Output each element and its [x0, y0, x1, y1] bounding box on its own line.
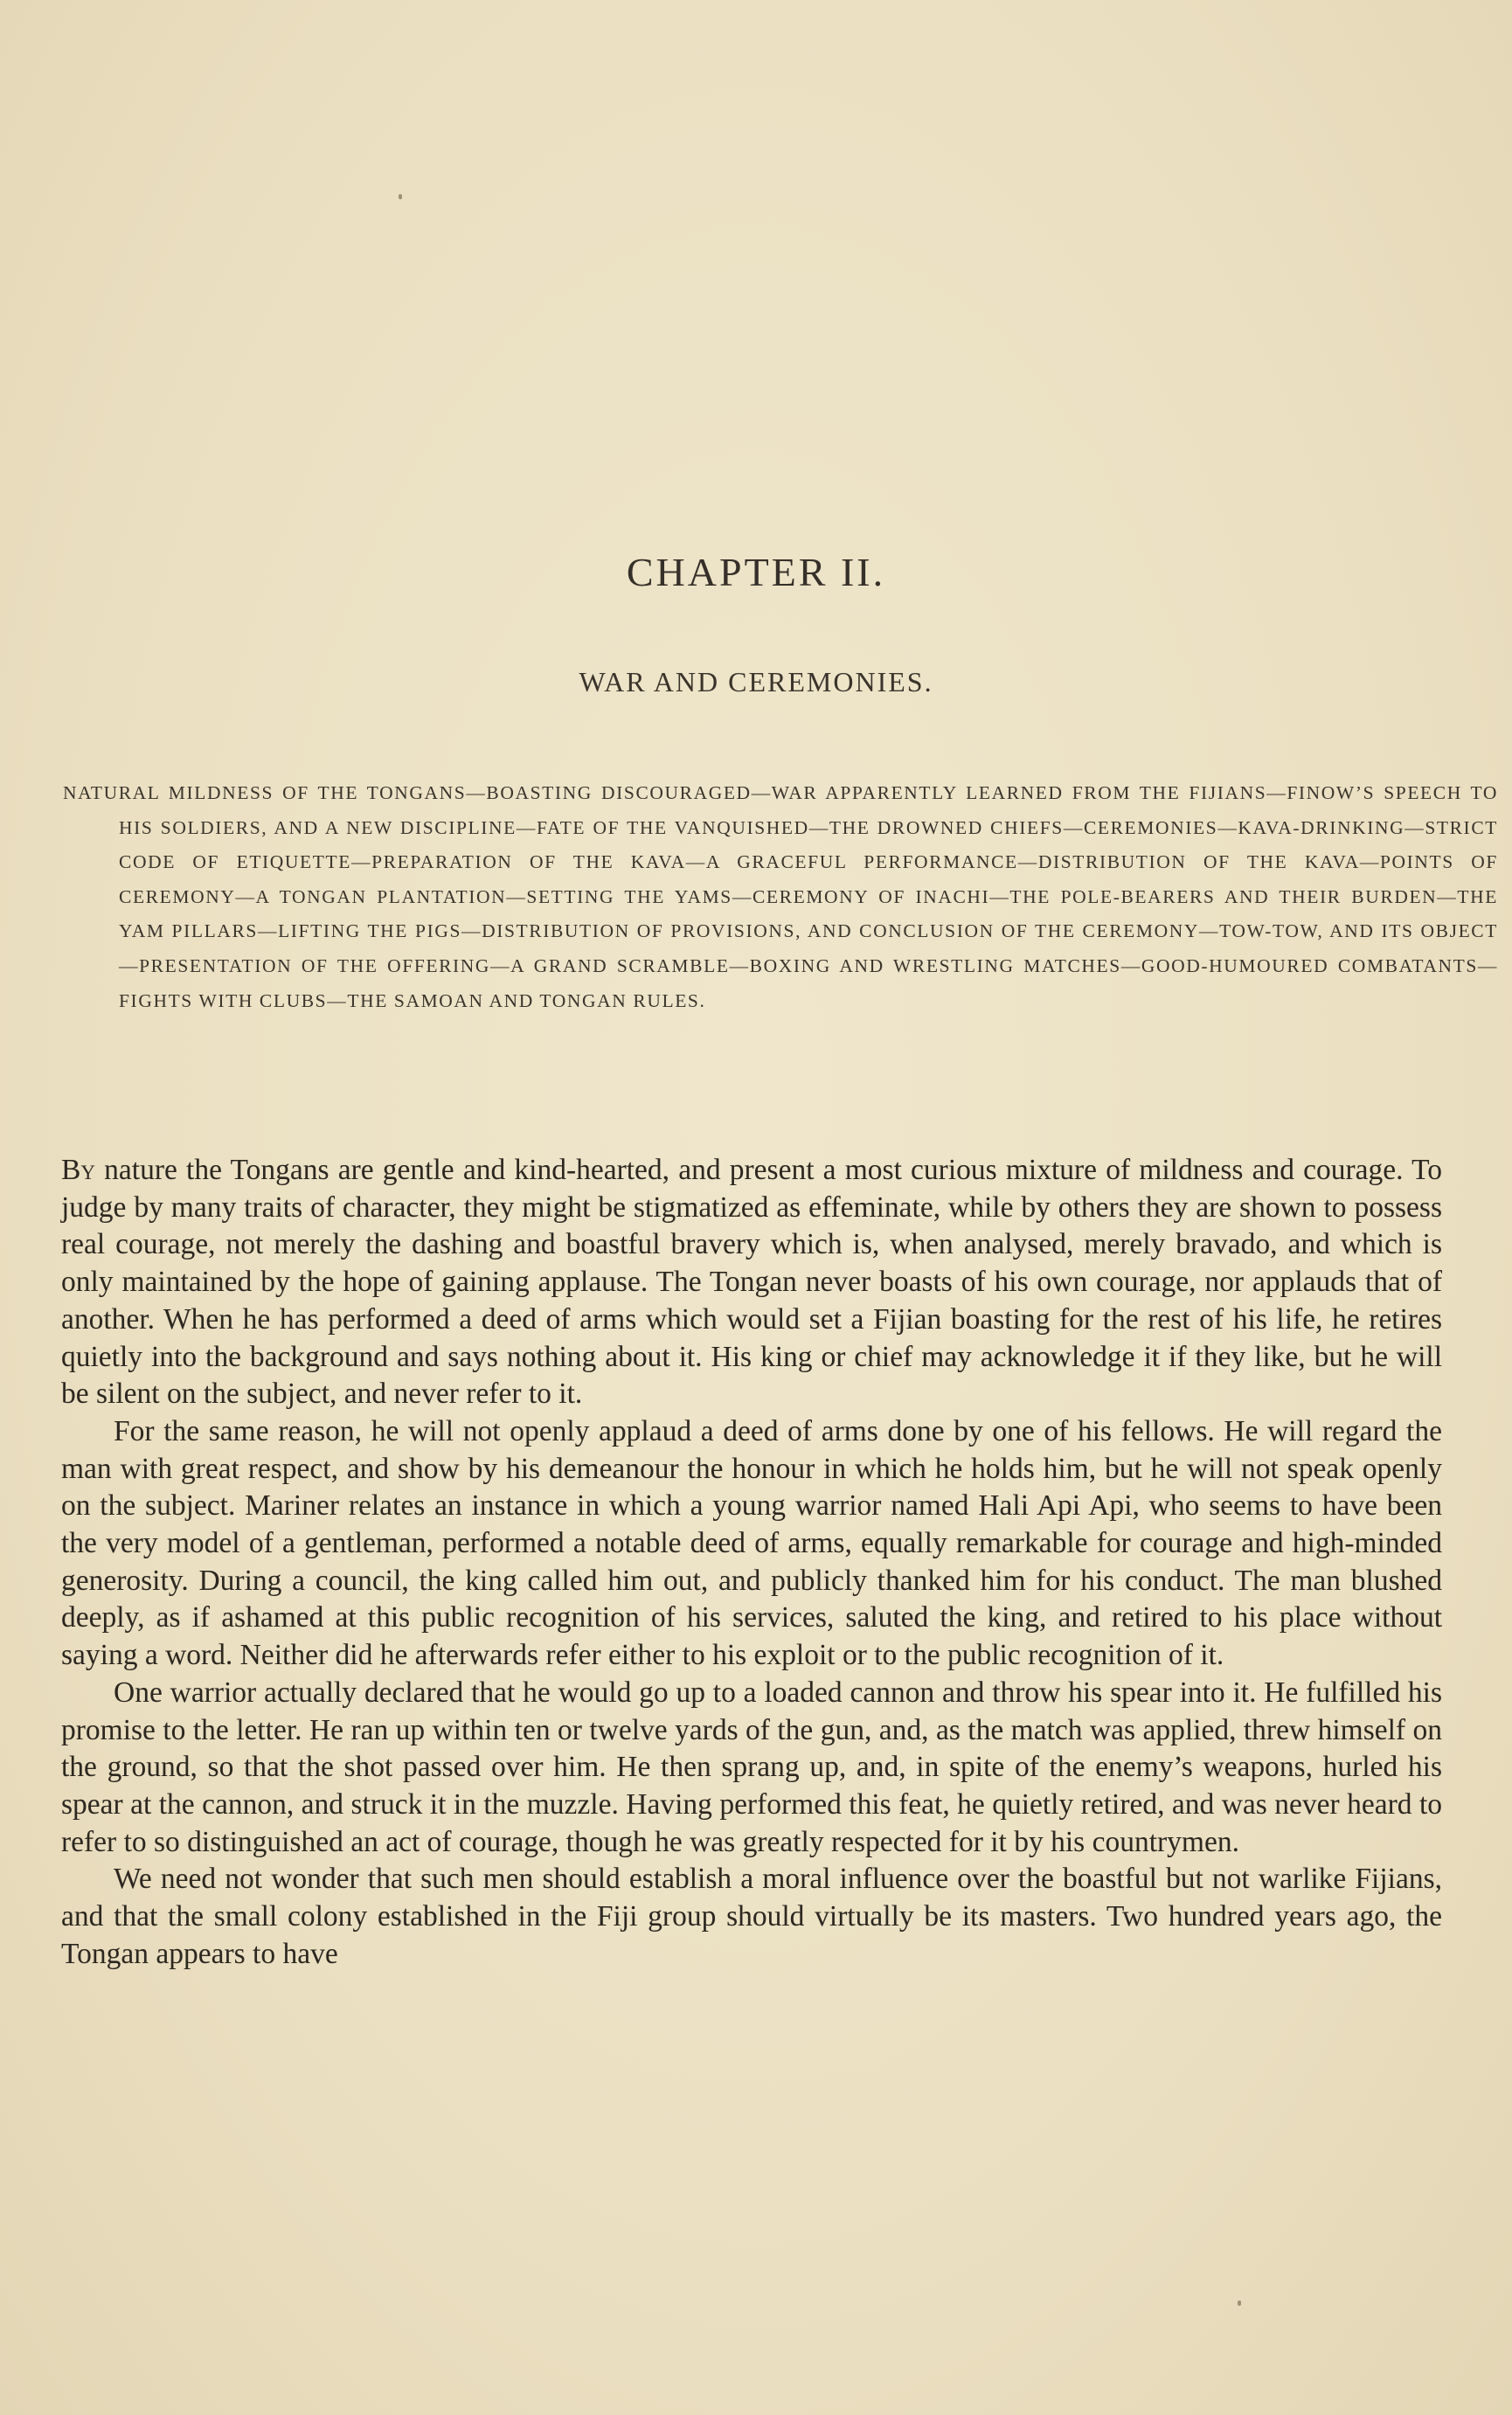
chapter-subtitle: WAR AND CEREMONIES.: [579, 666, 933, 697]
paragraph: One warrior actually declared that he would go up to a loaded cannon and throw his spear into it. He fulfilled his promise to the letter. He ran up within ten or twelve yards of the gun, and, as the match was applied, threw himself on the ground, so that the shot passed over him. He then sprang up, and, in spite of the enemy’s weapons, hurled his spear at the cannon, and struck it in the muzzle. Having performed this feat, he quietly retired, and was never heard to refer to so distinguished an act of courage, though he was greatly respected for it by his countrymen.: [61, 1676, 1442, 1858]
body-text: [61, 1152, 1442, 1973]
chapter-synopsis: NATURAL MILDNESS OF THE TONGANS—BOASTING DISCOURAGED—WAR APPARENTLY LEARNED FROM THE FIJIANS—FINOW’S SPEECH TO HIS SOLDIERS, AND A NEW DISCIPLINE—FATE OF THE VANQUISHED—THE DROWNED CHIEFS—CEREMONIES—KAVA-DRINKING—STRICT CODE OF ETIQUETTE—PREPARATION OF THE KAVA—A GRACEFUL PERFORMANCE—DISTRIBUTION OF THE KAVA—POINTS OF CEREMONY—A TONGAN PLANTATION—SETTING THE YAMS—CEREMONY OF INACHI—THE POLE-BEARERS AND THEIR BURDEN—THE YAM PILLARS—LIFTING THE PIGS—DISTRIBUTION OF PROVISIONS, AND CONCLUSION OF THE CEREMONY—TOW-TOW, AND ITS OBJECT—PRESENTATION OF THE OFFERING—A GRAND SCRAMBLE—BOXING AND WRESTLING MATCHES—GOOD-HUMOURED COMBATANTS—FIGHTS WITH CLUBS—THE SAMOAN AND TONGAN RULES.: [63, 782, 1498, 1011]
chapter-title: CHAPTER II.: [626, 550, 886, 594]
opening-word: By: [61, 1154, 95, 1186]
paragraph-text: nature the Tongans are gentle and kind-hearted, and present a most curious mixture of mildness and courage. To judge by many traits of character, they might be stigmatized as effeminate, while by others they are shown to possess real courage, not merely the dashing and boastful bravery which is, when analysed, merely bravado, and which is only maintained by the hope of gaining applause. The Tongan never boasts of his own courage, nor applauds that of another. When he has performed a deed of arms which would set a Fijian boasting for the rest of his life, he retires quietly into the background and says nothing about it. His king or chief may acknowledge it if they like, but he will be silent on the subject, and never refer to it.: [61, 1154, 1442, 1411]
paper-speck: [399, 194, 402, 199]
paragraph: [61, 1152, 1442, 1413]
paragraph: For the same reason, he will not openly applaud a deed of arms done by one of his fellows. He will regard the man with great respect, and show by his demeanour the honour in which he holds him, but he will not speak openly on the subject. Mariner relates an instance in which a young warrior named Hali Api Api, who seems to have been the very model of a gentleman, performed a notable deed of arms, equally remarkable for courage and high-minded generosity. During a council, the king called him out, and publicly thanked him for his conduct. The man blushed deeply, as if ashamed at this public recognition of his services, saluted the king, and retired to his place without saying a word. Neither did he afterwards refer either to his exploit or to the public recognition of it.: [61, 1414, 1442, 1672]
paper-speck: [1238, 2300, 1241, 2306]
paragraph: We need not wonder that such men should establish a moral influence over the boastful but not warlike Fijians, and that the small colony established in the Fiji group should virtually be its masters. Two hundred years ago, the Tongan appears to have: [61, 1863, 1442, 1970]
